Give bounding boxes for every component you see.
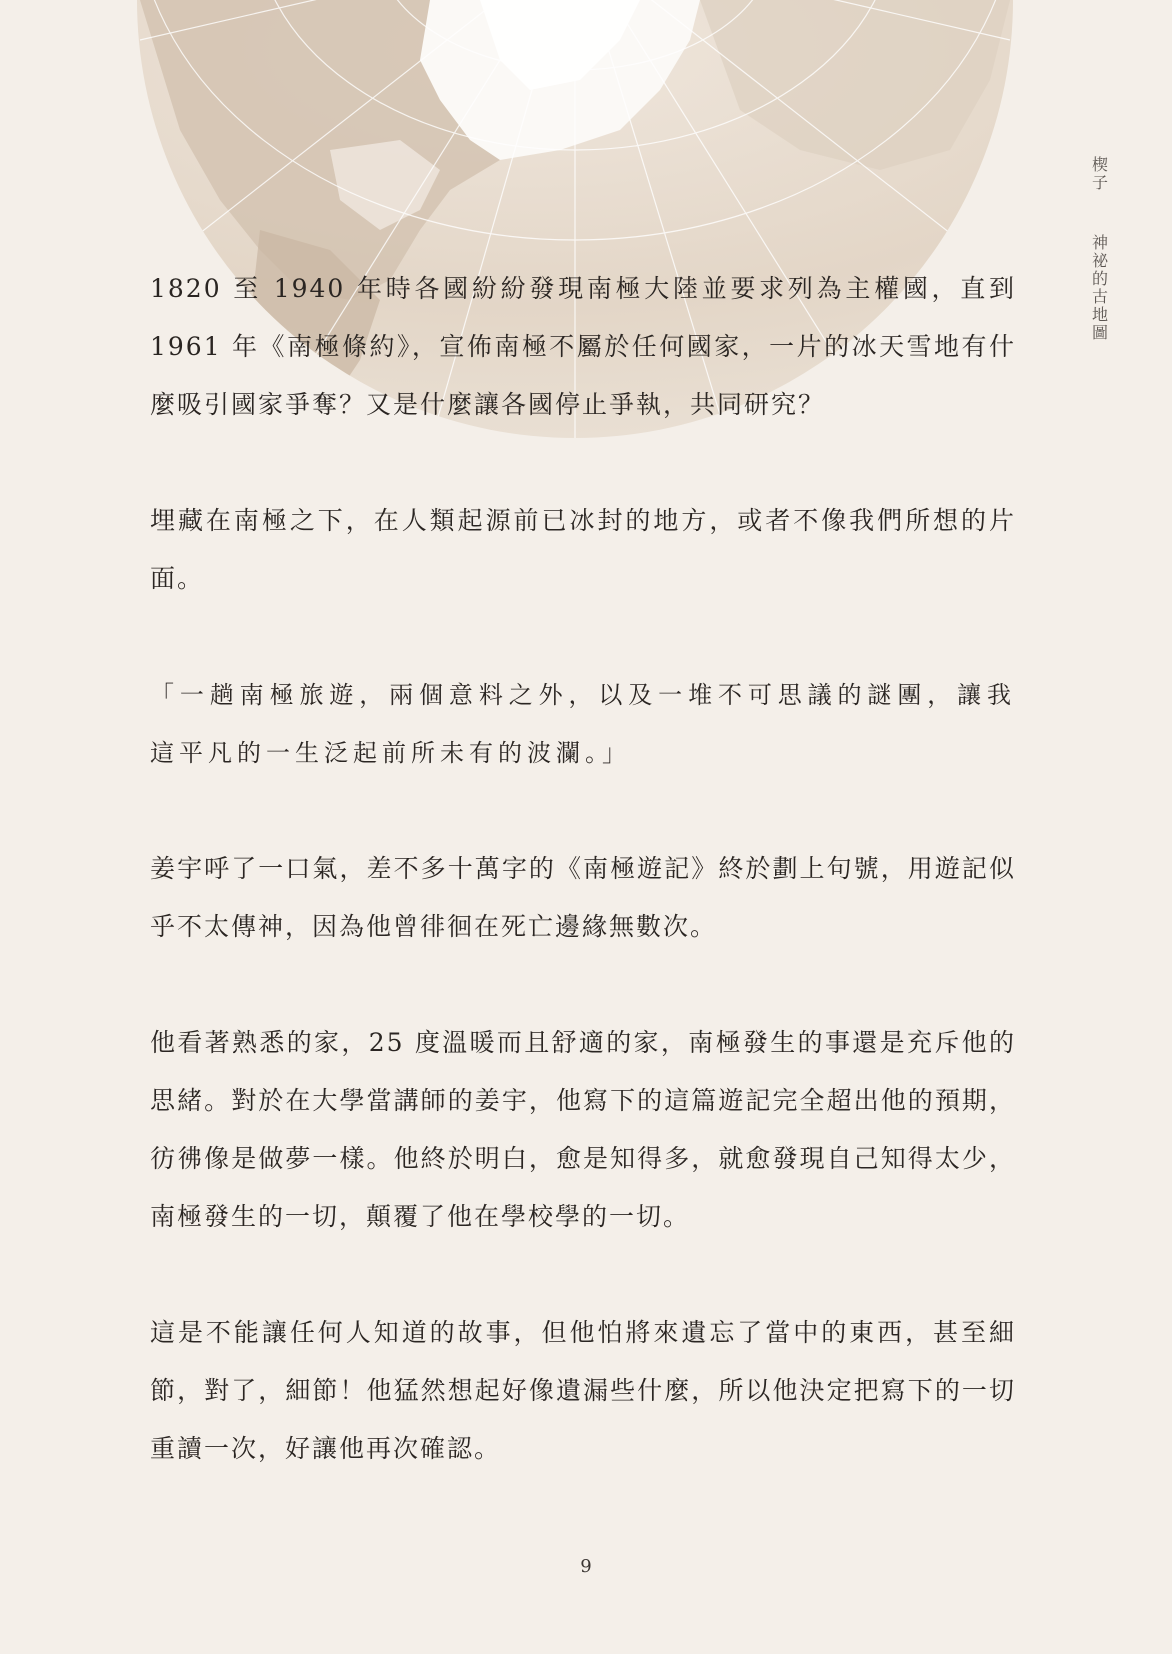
title-char: 古 [1091, 287, 1108, 306]
body-text [150, 260, 1016, 1536]
title-char: 神 [1091, 233, 1108, 252]
paragraph: 這是不能讓任何人知道的故事，但他怕將來遺忘了當中的東西，甚至細節，對了，細節！他猛然想起好像遺漏些什麼，所以他決定把寫下的一切重讀一次，好讓他再次確認。 [150, 1318, 1016, 1463]
paragraph: 他看著熟悉的家，25 度溫暖而且舒適的家，南極發生的事還是充斥他的思緒。對於在大學當講師的姜宇，他寫下的這篇遊記完全超出他的預期，彷彿像是做夢一樣。他終於明白，愈是知得多，就愈發現自己知得太少，南極發生的一切，顛覆了他在學校學的一切。 [150, 1028, 1016, 1231]
title-char: 圖 [1091, 323, 1108, 342]
paragraph: 1820 至 1940 年時各國紛紛發現南極大陸並要求列為主權國，直到 1961 年《南極條約》，宣佈南極不屬於任何國家，一片的冰天雪地有什麼吸引國家爭奪？又是什麼讓各國停止爭執，共同研究？ [150, 274, 1016, 419]
quote-paragraph: 「一趟南極旅遊，兩個意料之外，以及一堆不可思議的謎團，讓我這平凡的一生泛起前所未有的波瀾。」 [150, 681, 1016, 767]
chapter-label [1090, 156, 1110, 192]
page-number: 9 [580, 1556, 592, 1577]
title-char: 地 [1091, 305, 1108, 324]
title-char: 祕 [1091, 251, 1108, 270]
title-char: 的 [1091, 269, 1108, 288]
book-title-label [1090, 234, 1110, 342]
chapter-char: 子 [1091, 173, 1108, 192]
paragraph: 埋藏在南極之下，在人類起源前已冰封的地方，或者不像我們所想的片面。 [150, 506, 1016, 593]
paragraph: 姜宇呼了一口氣，差不多十萬字的《南極遊記》終於劃上句號，用遊記似乎不太傳神，因為他曾徘徊在死亡邊緣無數次。 [150, 854, 1016, 941]
chapter-char: 楔 [1091, 155, 1108, 174]
